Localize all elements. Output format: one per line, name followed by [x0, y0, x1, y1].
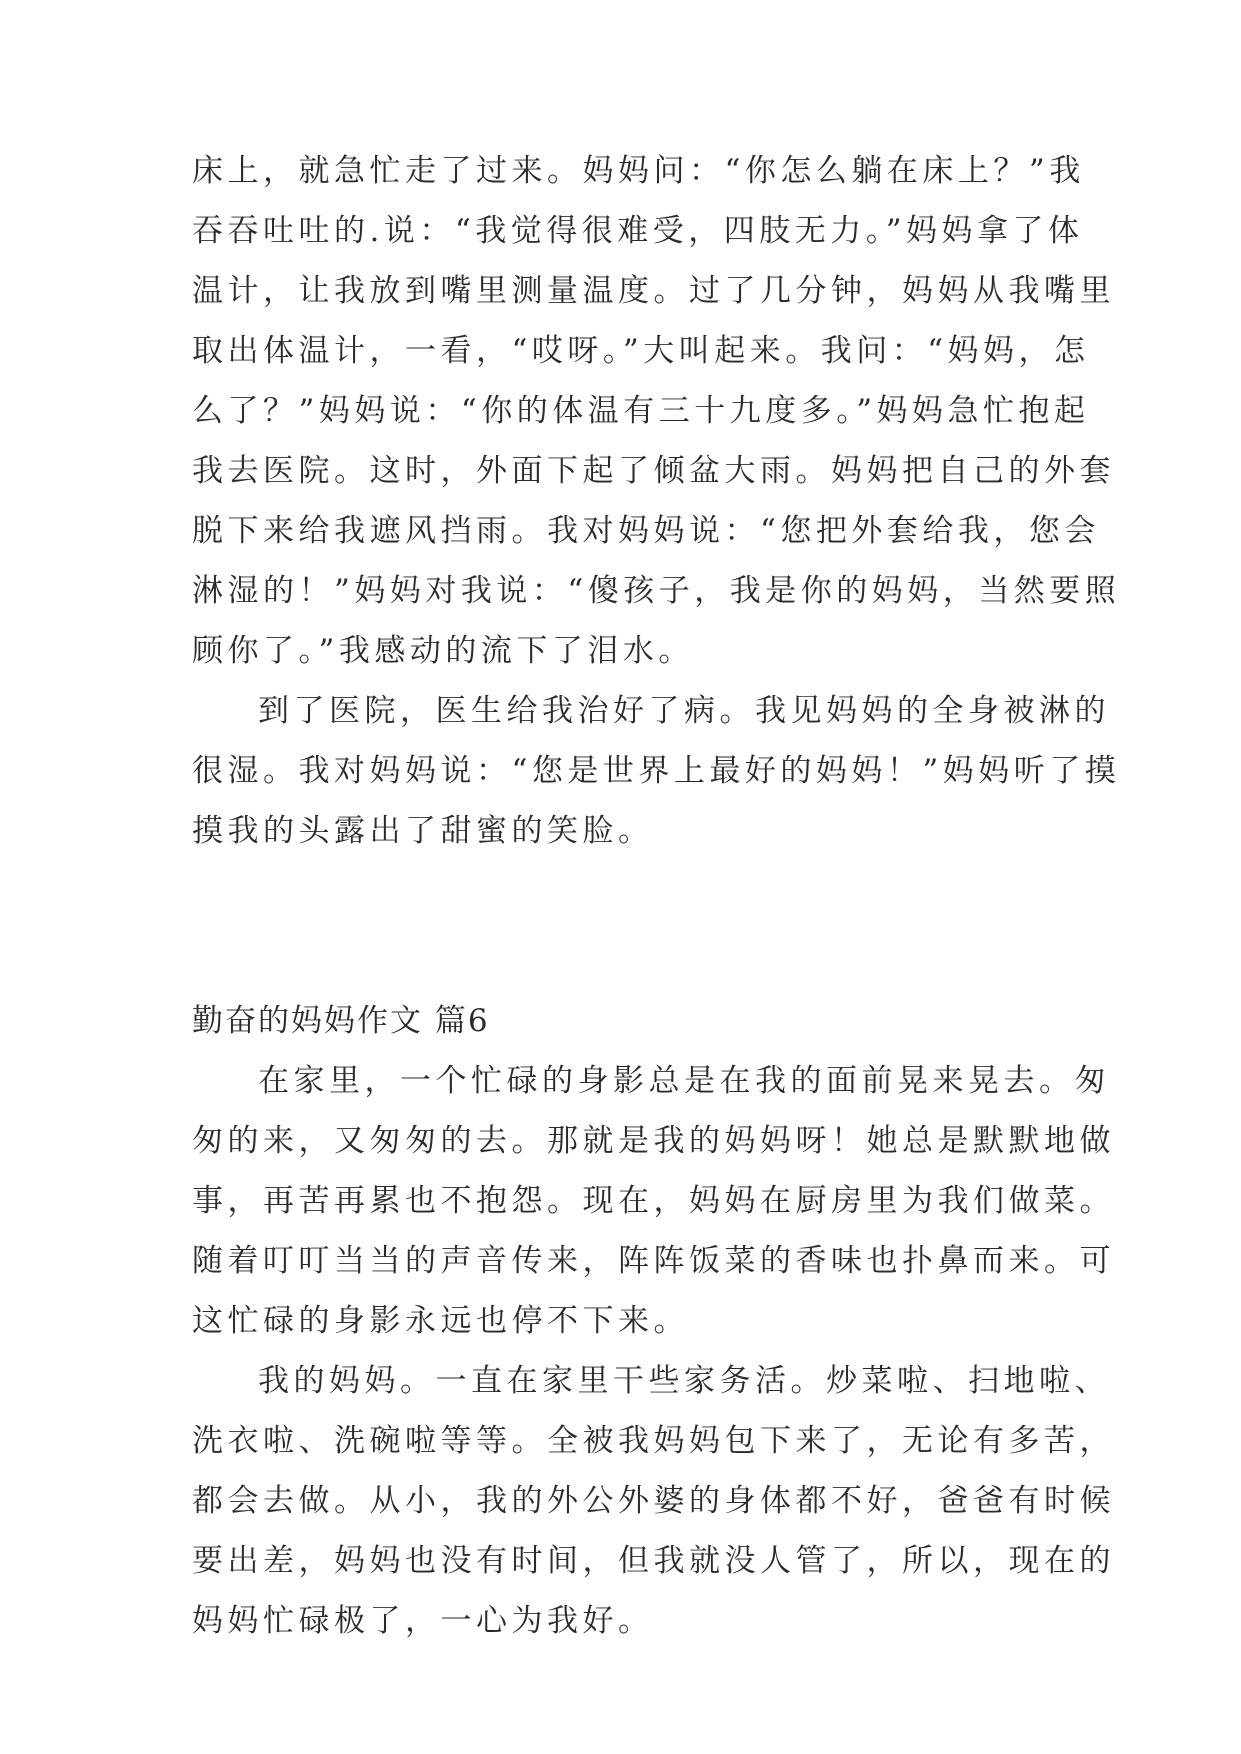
text-line: 顾你了。”我感动的流下了泪水。 — [192, 633, 694, 669]
text-line: 摸我的头露出了甜蜜的笑脸。 — [192, 813, 654, 849]
text-line: 取出体温计，一看，“哎呀。”大叫起来。我问：“妈妈，怎 — [192, 333, 1090, 369]
text-line: 都会去做。从小，我的外公外婆的身体都不好，爸爸有时候 — [192, 1483, 1115, 1519]
text-line: 随着叮叮当当的声音传来，阵阵饭菜的香味也扑鼻而来。可 — [192, 1243, 1115, 1279]
text-line: 我去医院。这时，外面下起了倾盆大雨。妈妈把自己的外套 — [192, 453, 1115, 489]
section-gap — [192, 861, 1054, 991]
text-line: 我的妈妈。一直在家里干些家务活。炒菜啦、扫地啦、 — [258, 1363, 1110, 1399]
text-line: 床上，就急忙走了过来。妈妈问：“你怎么躺在床上？”我 — [192, 153, 1085, 189]
text-line: 匆的来，又匆匆的去。那就是我的妈妈呀！她总是默默地做 — [192, 1123, 1115, 1159]
text-line: 么了？”妈妈说：“你的体温有三十九度多。”妈妈急忙抱起 — [192, 393, 1090, 429]
text-line: 妈妈忙碌极了，一心为我好。 — [192, 1603, 654, 1639]
text-line: 洗衣啦、洗碗啦等等。全被我妈妈包下来了，无论有多苦， — [192, 1423, 1115, 1459]
paragraph-continued — [192, 141, 1121, 681]
text-line: 吞吞吐吐的.说：“我觉得很难受，四肢无力。”妈妈拿了体 — [192, 213, 1084, 249]
section-heading: 勤奋的妈妈作文 篇6 — [192, 1003, 490, 1039]
text-line: 这忙碌的身影永远也停不下来。 — [192, 1303, 689, 1339]
text-line: 脱下来给我遮风挡雨。我对妈妈说：“您把外套给我，您会 — [192, 513, 1100, 549]
paragraph — [192, 1351, 1115, 1651]
text-line: 要出差，妈妈也没有时间，但我就没人管了，所以，现在的 — [192, 1543, 1115, 1579]
text-line: 温计，让我放到嘴里测量温度。过了几分钟，妈妈从我嘴里 — [192, 273, 1115, 309]
text-line: 到了医院，医生给我治好了病。我见妈妈的全身被淋的 — [258, 693, 1110, 729]
document-body — [192, 141, 1121, 1651]
text-line: 在家里，一个忙碌的身影总是在我的面前晃来晃去。匆 — [258, 1063, 1110, 1099]
text-line: 事，再苦再累也不抱怨。现在，妈妈在厨房里为我们做菜。 — [192, 1183, 1115, 1219]
text-line: 淋湿的！”妈妈对我说：“傻孩子，我是你的妈妈，当然要照 — [192, 573, 1121, 609]
paragraph — [192, 681, 1121, 861]
text-line: 很湿。我对妈妈说：“您是世界上最好的妈妈！”妈妈听了摸 — [192, 753, 1121, 789]
paragraph — [192, 1051, 1115, 1351]
